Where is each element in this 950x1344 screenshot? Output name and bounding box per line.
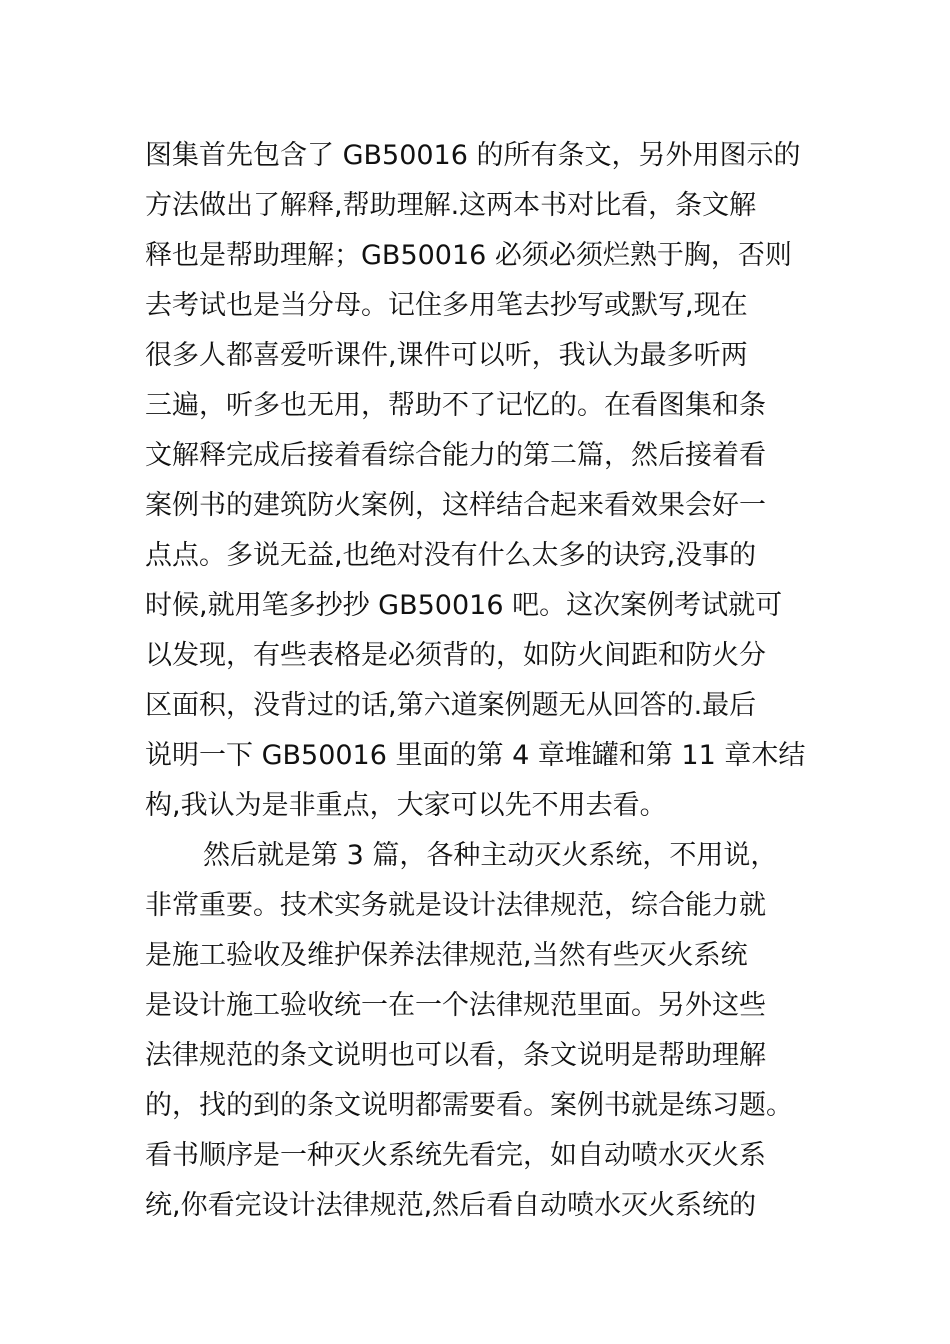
text-line-3: 释也是帮助理解；GB50016 必须必须烂熟于胸，否则 [145, 240, 792, 271]
text-line-17: 是施工验收及维护保养法律规范,当然有些灭火系统 [145, 940, 748, 971]
text-line-16: 非常重要。技术实务就是设计法律规范，综合能力就 [145, 890, 766, 921]
text-line-13: 说明一下 GB50016 里面的第 4 章堆罐和第 11 章木结 [145, 740, 806, 771]
text-line-7: 文解释完成后接着看综合能力的第二篇，然后接着看 [145, 440, 766, 471]
text-line-11: 以发现，有些表格是必须背的，如防火间距和防火分 [145, 640, 766, 671]
text-line-19: 法律规范的条文说明也可以看，条文说明是帮助理解 [145, 1040, 766, 1071]
body-text [145, 131, 845, 1231]
text-line-6: 三遍，听多也无用，帮助不了记忆的。在看图集和条 [145, 390, 766, 421]
text-line-5: 很多人都喜爱听课件,课件可以听，我认为最多听两 [145, 340, 748, 371]
text-line-2: 方法做出了解释,帮助理解.这两本书对比看，条文解 [145, 190, 757, 221]
text-line-22: 统,你看完设计法律规范,然后看自动喷水灭火系统的 [145, 1190, 757, 1221]
paragraph-2-first-line: 然后就是第 3 篇，各种主动灭火系统，不用说， [203, 840, 778, 871]
text-line-21: 看书顺序是一种灭火系统先看完，如自动喷水灭火系 [145, 1140, 766, 1171]
text-line-8: 案例书的建筑防火案例，这样结合起来看效果会好一 [145, 490, 766, 521]
text-line-20: 的，找的到的条文说明都需要看。案例书就是练习题。 [145, 1090, 793, 1121]
text-line-14: 构,我认为是非重点，大家可以先不用去看。 [145, 790, 667, 821]
text-line-9: 点点。多说无益,也绝对没有什么太多的诀窍,没事的 [145, 540, 757, 571]
text-line-4: 去考试也是当分母。记住多用笔去抄写或默写,现在 [145, 290, 748, 321]
text-line-18: 是设计施工验收统一在一个法律规范里面。另外这些 [145, 990, 766, 1021]
text-line-10: 时候,就用笔多抄抄 GB50016 吧。这次案例考试就可 [145, 590, 783, 621]
text-line-12: 区面积，没背过的话,第六道案例题无从回答的.最后 [145, 690, 757, 721]
text-line-1: 图集首先包含了 GB50016 的所有条文，另外用图示的 [145, 140, 801, 171]
